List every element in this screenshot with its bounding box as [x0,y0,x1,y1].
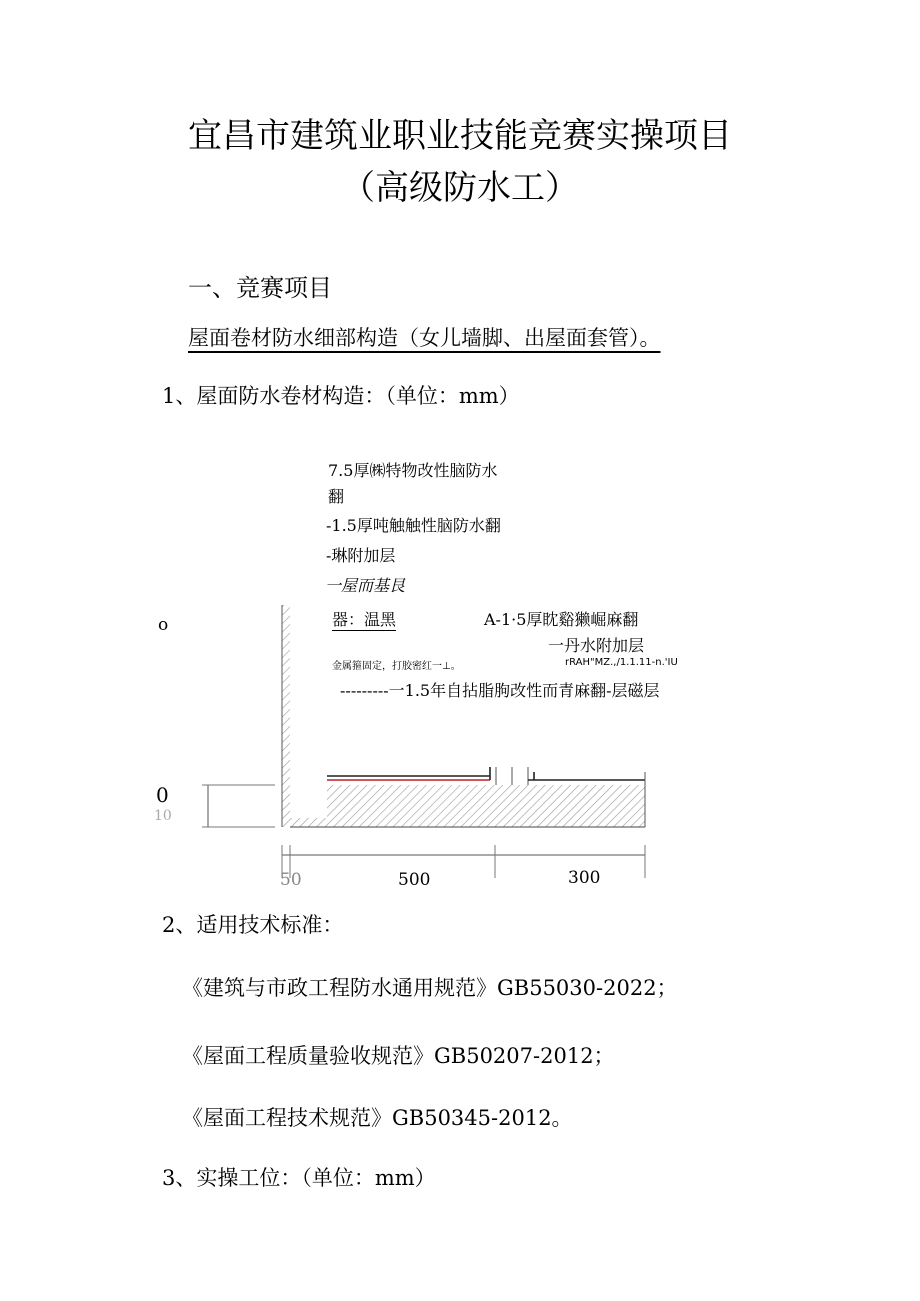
page-title: 宜昌市建筑业职业技能竞赛实操项目 [188,116,732,156]
dim-300: 300 [568,868,601,888]
label-right-membrane: A-1·5厚眈谿獭崛麻翻 [484,610,639,629]
label-roof-base: 一屋而基艮 [325,576,406,595]
left-zero: 0 [156,783,169,807]
label-second-membrane: -1.5厚吨触触性脑防水翻 [326,516,501,535]
standard-2: 《屋面工程质量验收规范》GB50207-2012； [182,1044,615,1068]
dim-500: 500 [398,870,431,890]
dim-50: 50 [280,870,302,890]
item-1-heading: 1、屋面防水卷材构造：（单位：mm） [162,384,520,408]
page-subtitle: （高级防水工） [341,168,579,208]
label-metal-clamp: 金属箍固定，打胶密红一⊥。 [332,661,461,672]
label-self-adhesive-membrane: ---------一1.5年自拈脂朐改性而青麻翻-层磁层 [340,681,660,700]
label-additional-layer: -琳附加层 [326,546,396,565]
standard-1: 《建筑与市政工程防水通用规范》GB55030-2022； [182,976,678,1000]
slab-foot [290,818,327,827]
section-heading-competition: 一、竞赛项目 [188,274,332,302]
left-dim-value: 10 [154,808,172,824]
roof-slab [327,785,645,827]
standard-3: 《屋面工程技术规范》GB50345-2012。 [182,1106,573,1130]
item-3-heading: 3、实操工位：（单位：mm） [162,1166,436,1190]
label-device: 器：温黑 [332,607,396,631]
project-subtitle: 屋面卷材防水细部构造（女儿墙脚、出屋面套管）。 [188,326,661,350]
left-mark: o [158,615,169,635]
label-top-membrane-cont: 翻 [328,487,345,506]
parapet-wall [282,605,290,827]
label-right-additional-layer: 一丹水附加层 [548,636,645,655]
label-top-membrane: 7.5厚㈱特物改性脑防水 [328,461,498,480]
construction-diagram [150,450,790,900]
label-garbled-note: rRAH"MZ.,/1.1.11-n.'IU [565,657,678,668]
item-2-heading: 2、适用技术标准： [162,913,344,937]
